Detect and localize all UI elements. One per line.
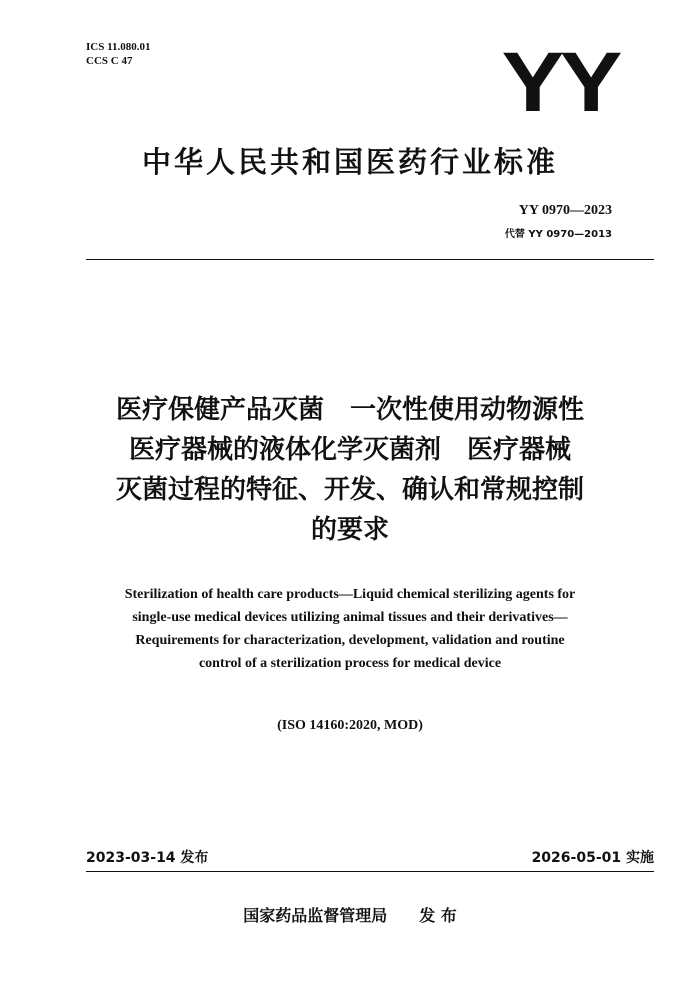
- en-title-line: Sterilization of health care products—Liquid chemical sterilizing agents for: [124, 587, 576, 602]
- cn-title-line: 医疗保健产品灭菌 一次性使用动物源性: [115, 395, 584, 425]
- iso-reference: (ISO 14160:2020, MOD): [277, 718, 423, 733]
- english-title: [0, 583, 700, 675]
- standard-category-title: 中华人民共和国医药行业标准: [141, 145, 558, 179]
- en-title-line: control of a sterilization process for medical device: [198, 656, 502, 671]
- cn-title-line: 灭菌过程的特征、开发、确认和常规控制: [115, 475, 584, 505]
- cn-title-line: 的要求: [310, 515, 389, 545]
- implementation-date: 2026-05-01 实施: [531, 850, 654, 866]
- document-number: YY 0970—2023: [518, 203, 612, 218]
- publisher: 国家药品监督管理局 发 布: [243, 906, 457, 925]
- cn-title-line: 医疗器械的液体化学灭菌剂 医疗器械: [128, 435, 571, 465]
- replaces-note: 代替 YY 0970—2013: [504, 229, 612, 240]
- top-divider: [86, 259, 654, 260]
- yy-logo: YY: [501, 35, 618, 129]
- bottom-divider: [86, 871, 654, 872]
- issue-date: 2023-03-14 发布: [86, 850, 209, 866]
- classification-codes: [86, 40, 151, 68]
- ics-code: ICS 11.080.01: [86, 41, 151, 53]
- en-title-line: single-use medical devices utilizing animal tissues and their derivatives—: [132, 610, 568, 625]
- chinese-title: [0, 390, 700, 550]
- en-title-line: Requirements for characterization, development, validation and routine: [135, 633, 565, 648]
- ccs-code: CCS C 47: [86, 55, 133, 67]
